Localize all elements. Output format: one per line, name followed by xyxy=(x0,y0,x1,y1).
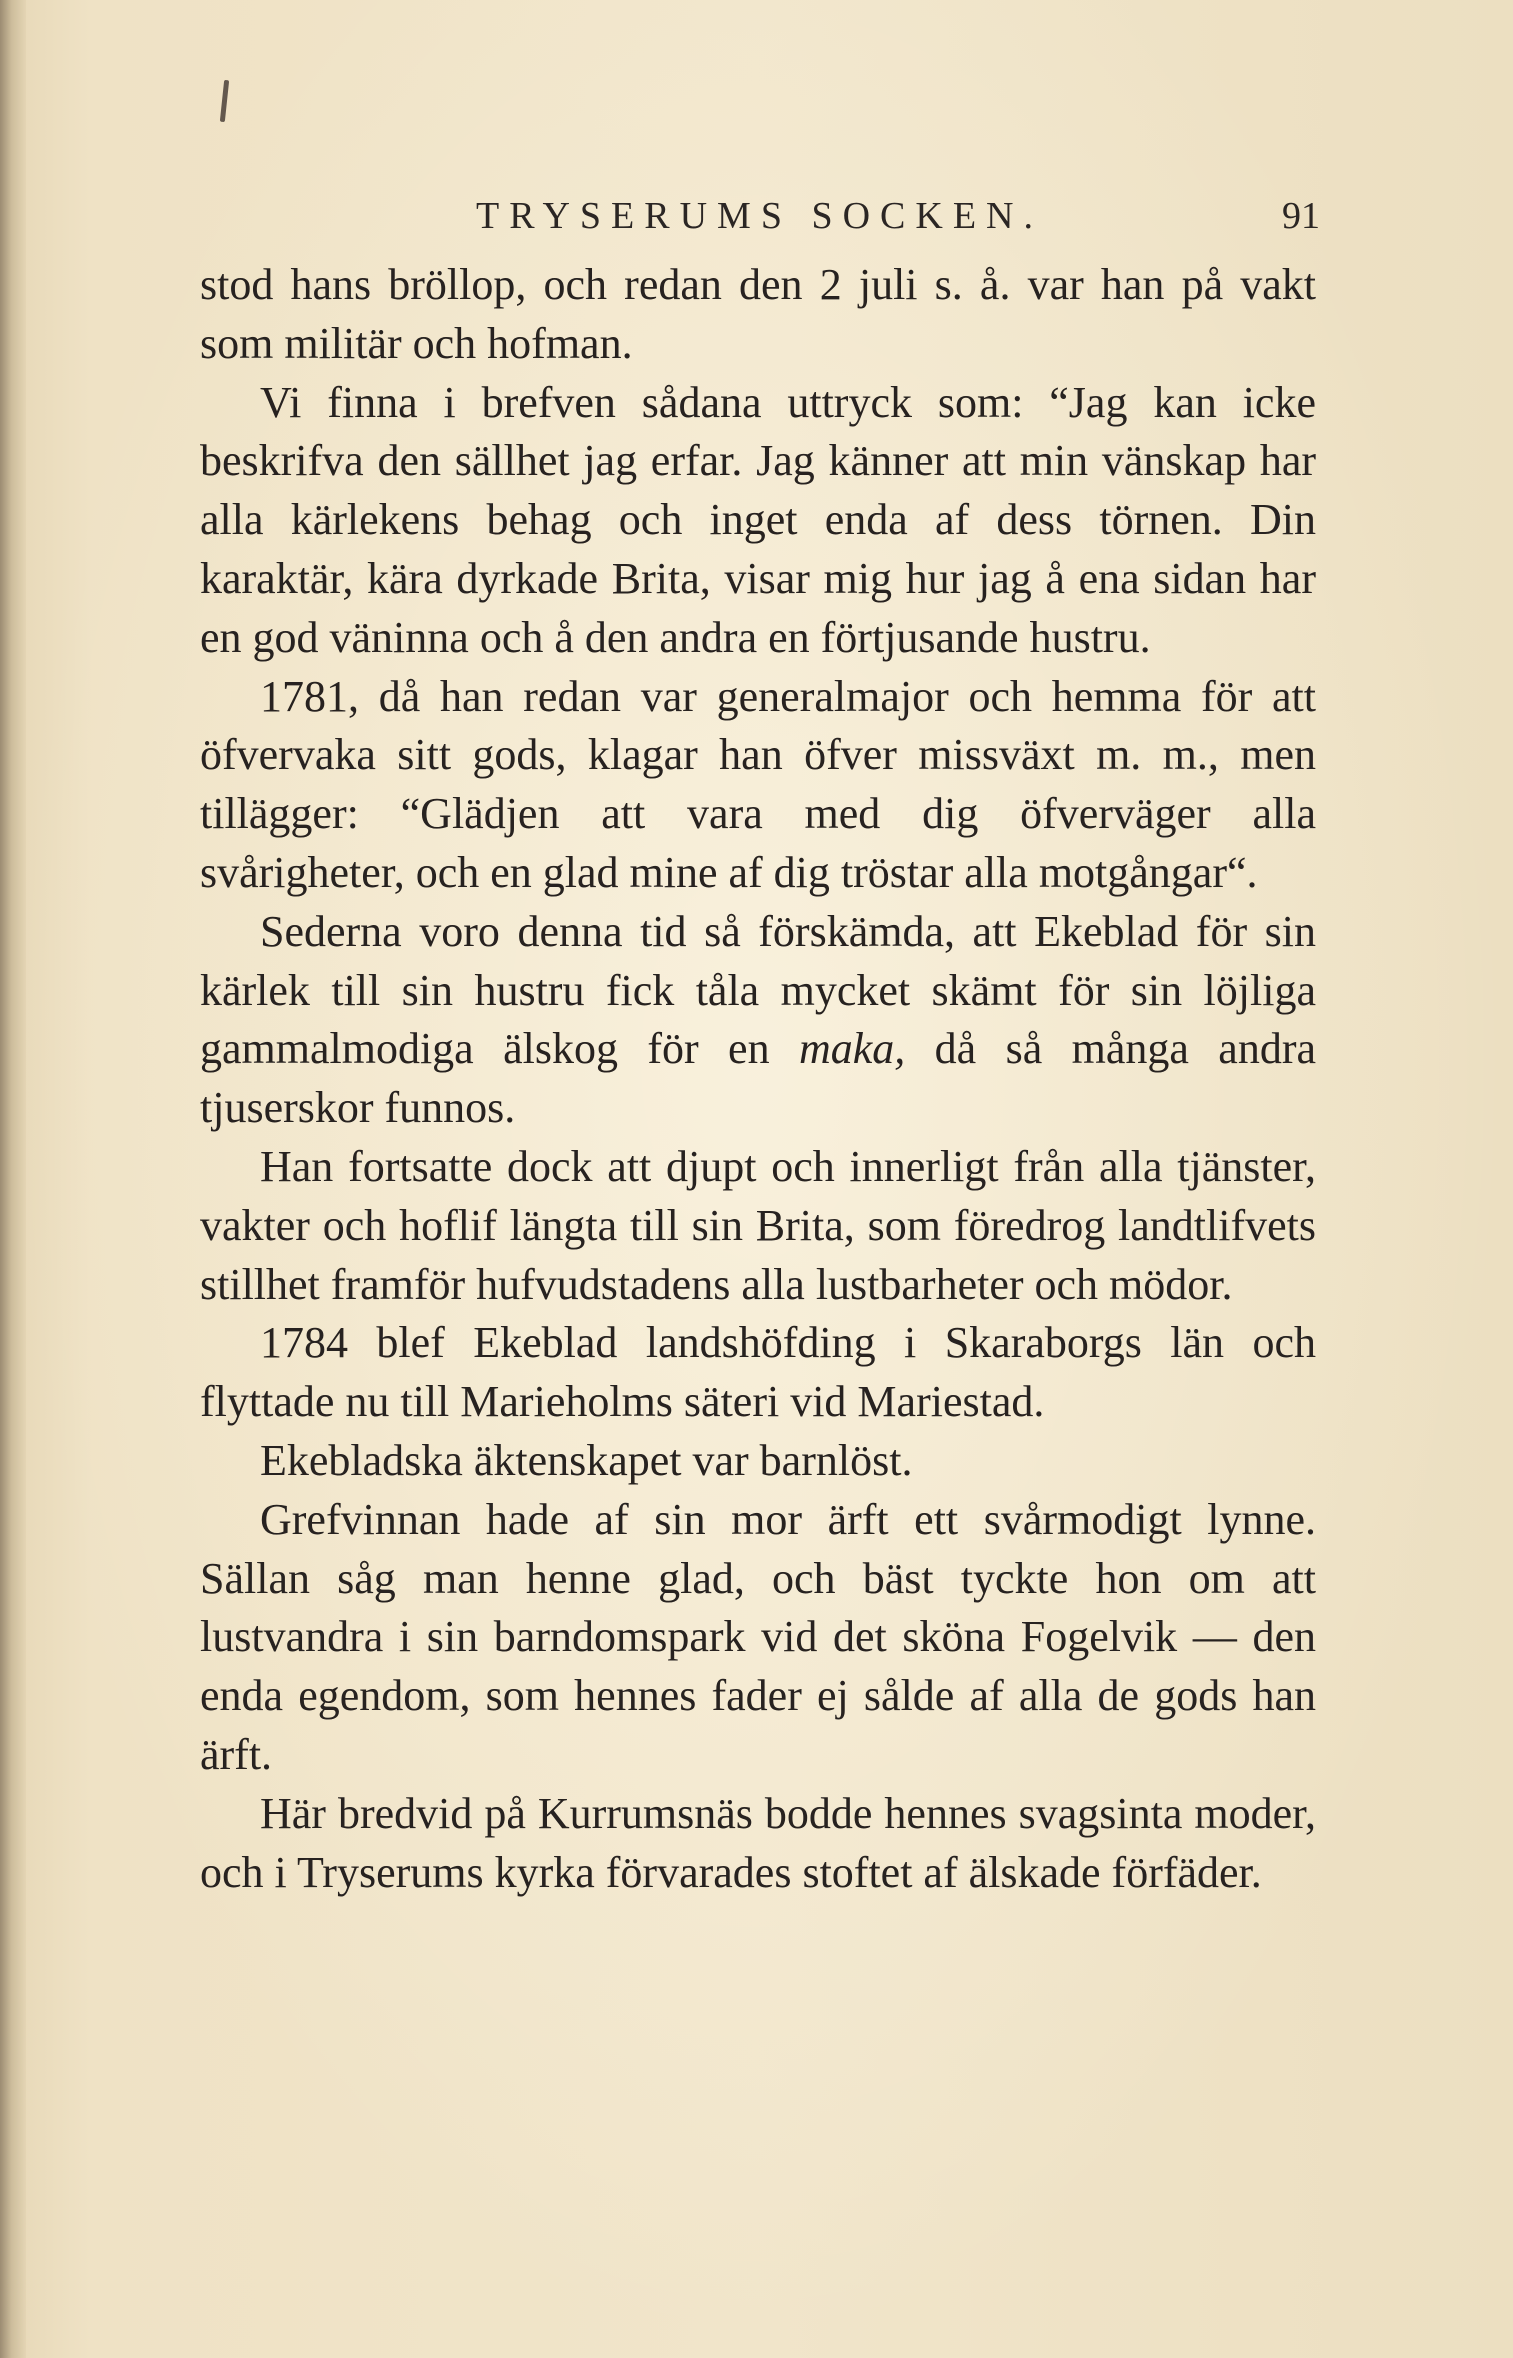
emphasis-text: maka, xyxy=(798,1024,906,1074)
paragraph: 1784 blef Ekeblad landshöfding i Skaraborgs län och flyttade nu till Marieholms säteri vid Mariestad. xyxy=(200,1318,1316,1427)
paragraph: Vi finna i brefven sådana uttryck som: “Jag kan icke beskrifva den sällhet jag erfar. Jag känner att min vänskap har alla kärlekens behag och inget enda af dess törnen. Din karaktär, kära dyrkade Brita, visar mig hur jag å ena sidan har en god väninna och å den andra en förtjusande hustru. xyxy=(200,377,1316,662)
running-title: TRYSERUMS SOCKEN. xyxy=(476,195,1043,237)
page-header xyxy=(200,186,1320,246)
body-text xyxy=(200,256,1316,1902)
paragraph: Här bredvid på Kurrumsnäs bodde hennes svagsinta moder, och i Tryserums kyrka förvarades stoftet af älskade förfäder. xyxy=(200,1788,1316,1897)
paragraph: 1781, då han redan var generalmajor och hemma för att öfvervaka sitt gods, klagar han öfver missväxt m. m., men tillägger: “Glädjen att vara med dig öfverväger alla svårigheter, och en glad mine af dig tröstar alla motgångar“. xyxy=(200,671,1316,897)
page-number: 91 xyxy=(1282,195,1320,237)
paragraph: Han fortsatte dock att djupt och innerligt från alla tjänster, vakter och hoflif längta till sin Brita, som föredrog landtlifvets stillhet framför hufvudstadens alla lustbarheter och mödor. xyxy=(200,1141,1316,1309)
paragraph: Grefvinnan hade af sin mor ärft ett svårmodigt lynne. Sällan såg man henne glad, och bäst tyckte hon om att lustvandra i sin barndomspark vid det sköna Fogelvik — den enda egendom, som hennes fader ej sålde af alla de gods han ärft. xyxy=(200,1494,1316,1779)
ink-mark xyxy=(220,80,229,122)
paragraph-text: då så många andra tjuserskor funnos. xyxy=(200,1024,1316,1133)
paragraph xyxy=(200,903,1316,1138)
paragraph: Ekebladska äktenskapet var barnlöst. xyxy=(260,1435,913,1485)
paragraph: stod hans bröllop, och redan den 2 juli s. å. var han på vakt som militär och hofman. xyxy=(200,260,1316,368)
paragraph-text: Sederna voro denna tid så förskämda, att Ekeblad för sin kärlek till sin hustru fick tåla mycket skämt för sin löjliga gammalmodiga älskog för en xyxy=(200,906,1316,1074)
book-spine-edge xyxy=(0,0,26,2358)
